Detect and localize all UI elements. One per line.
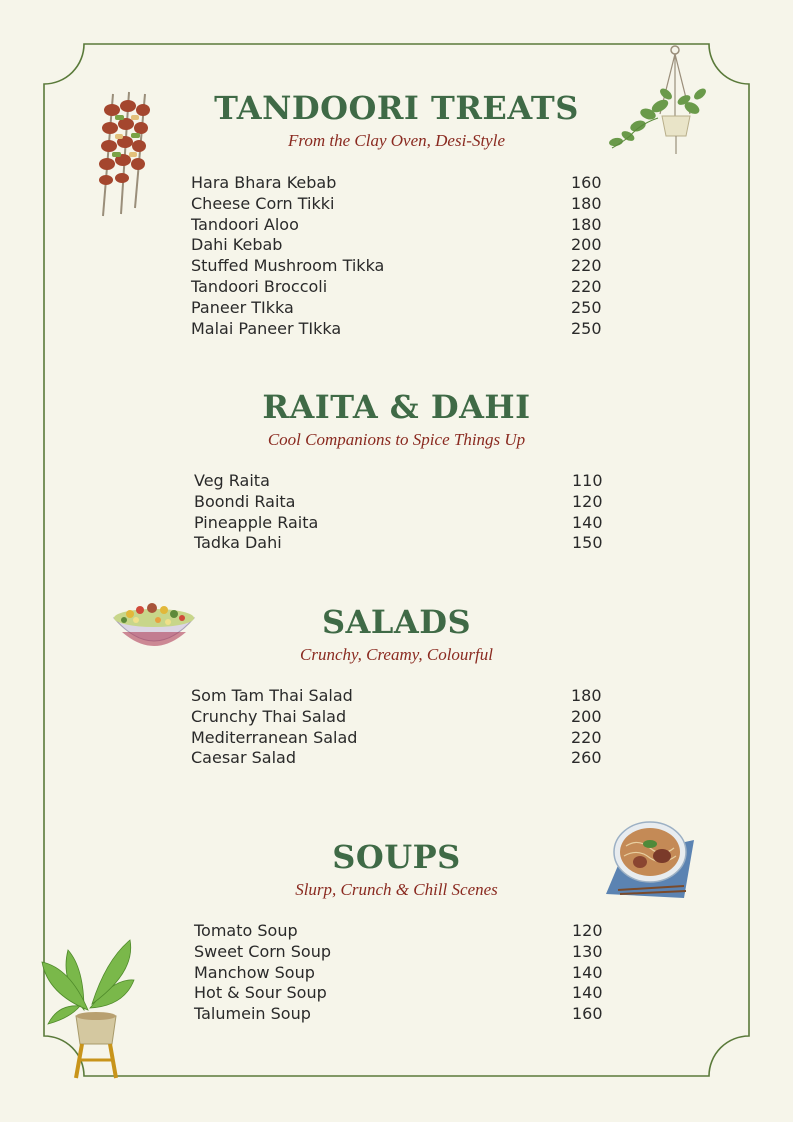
- item-name: Crunchy Thai Salad: [191, 706, 347, 726]
- item-price: 200: [571, 235, 602, 255]
- item-price: 150: [572, 533, 603, 553]
- item-name: Veg Raita: [194, 471, 270, 490]
- menu-item: [191, 277, 611, 298]
- item-name: Dahi Kebab: [191, 235, 283, 255]
- menu-item: [194, 921, 614, 942]
- menu-item: [194, 1004, 614, 1025]
- item-name: Som Tam Thai Salad: [191, 686, 353, 705]
- menu-list-raita: [194, 471, 614, 554]
- item-name: Sweet Corn Soup: [194, 941, 332, 961]
- menu-item: [191, 686, 611, 707]
- menu-item: [194, 942, 614, 963]
- item-price: 180: [571, 686, 602, 705]
- menu-list-salads: [191, 686, 611, 769]
- item-price: 250: [571, 318, 602, 338]
- menu-item: [191, 748, 611, 769]
- section-subtitle-raita: Cool Companions to Spice Things Up: [267, 430, 526, 449]
- section-subtitle-salads: Crunchy, Creamy, Colourful: [300, 645, 493, 664]
- item-price: 220: [571, 727, 602, 747]
- item-name: Tandoori Broccoli: [191, 276, 328, 296]
- section-title-raita: RAITA & DAHI: [262, 388, 531, 426]
- item-name: Cheese Corn Tikki: [191, 193, 335, 213]
- item-price: 140: [572, 983, 603, 1003]
- section-subtitle-soups: Slurp, Crunch & Chill Scenes: [295, 880, 498, 899]
- item-price: 220: [571, 256, 602, 276]
- section-subtitle-tandoori: From the Clay Oven, Desi-Style: [288, 131, 505, 150]
- menu-item: [194, 533, 614, 554]
- item-name: Talumein Soup: [194, 1004, 311, 1024]
- menu-item: [191, 173, 611, 194]
- item-name: Tomato Soup: [194, 921, 298, 940]
- menu-list-soups: [194, 921, 614, 1025]
- item-name: Tadka Dahi: [194, 533, 282, 553]
- item-name: Tandoori Aloo: [191, 214, 299, 234]
- item-name: Mediterranean Salad: [191, 727, 358, 747]
- item-name: Manchow Soup: [194, 962, 315, 982]
- menu-item: [194, 983, 614, 1004]
- item-price: 160: [572, 1004, 603, 1024]
- item-price: 130: [572, 941, 603, 961]
- item-name: Pineapple Raita: [194, 512, 319, 532]
- item-price: 110: [572, 471, 603, 490]
- menu-item: [191, 194, 611, 215]
- menu-item: [191, 215, 611, 236]
- item-price: 250: [571, 297, 602, 317]
- item-price: 120: [572, 921, 603, 940]
- item-name: Paneer TIkka: [191, 297, 294, 317]
- item-price: 200: [571, 706, 602, 726]
- item-name: Boondi Raita: [194, 491, 296, 511]
- item-name: Malai Paneer TIkka: [191, 318, 342, 338]
- section-title-salads: SALADS: [321, 603, 472, 641]
- item-name: Caesar Salad: [191, 748, 296, 768]
- menu-item: [194, 513, 614, 534]
- item-name: Stuffed Mushroom Tikka: [191, 256, 385, 276]
- item-price: 260: [571, 748, 602, 768]
- item-price: 180: [571, 214, 602, 234]
- item-price: 140: [572, 962, 603, 982]
- menu-item: [191, 707, 611, 728]
- menu-item: [191, 728, 611, 749]
- menu-item: [194, 492, 614, 513]
- menu-item: [194, 471, 614, 492]
- potted-plant-icon: [40, 920, 140, 1080]
- menu-list-tandoori: [191, 173, 611, 339]
- item-price: 180: [571, 193, 602, 213]
- menu-item: [191, 256, 611, 277]
- item-price: 220: [571, 276, 602, 296]
- menu-item: [191, 235, 611, 256]
- item-price: 140: [572, 512, 603, 532]
- menu-item: [191, 319, 611, 340]
- section-title-tandoori: TANDOORI TREATS: [214, 89, 579, 127]
- item-name: Hot & Sour Soup: [194, 983, 327, 1003]
- item-price: 120: [572, 491, 603, 511]
- menu-item: [191, 298, 611, 319]
- menu-item: [194, 963, 614, 984]
- item-price: 160: [571, 173, 602, 192]
- section-title-soups: SOUPS: [332, 838, 461, 876]
- item-name: Hara Bhara Kebab: [191, 173, 337, 192]
